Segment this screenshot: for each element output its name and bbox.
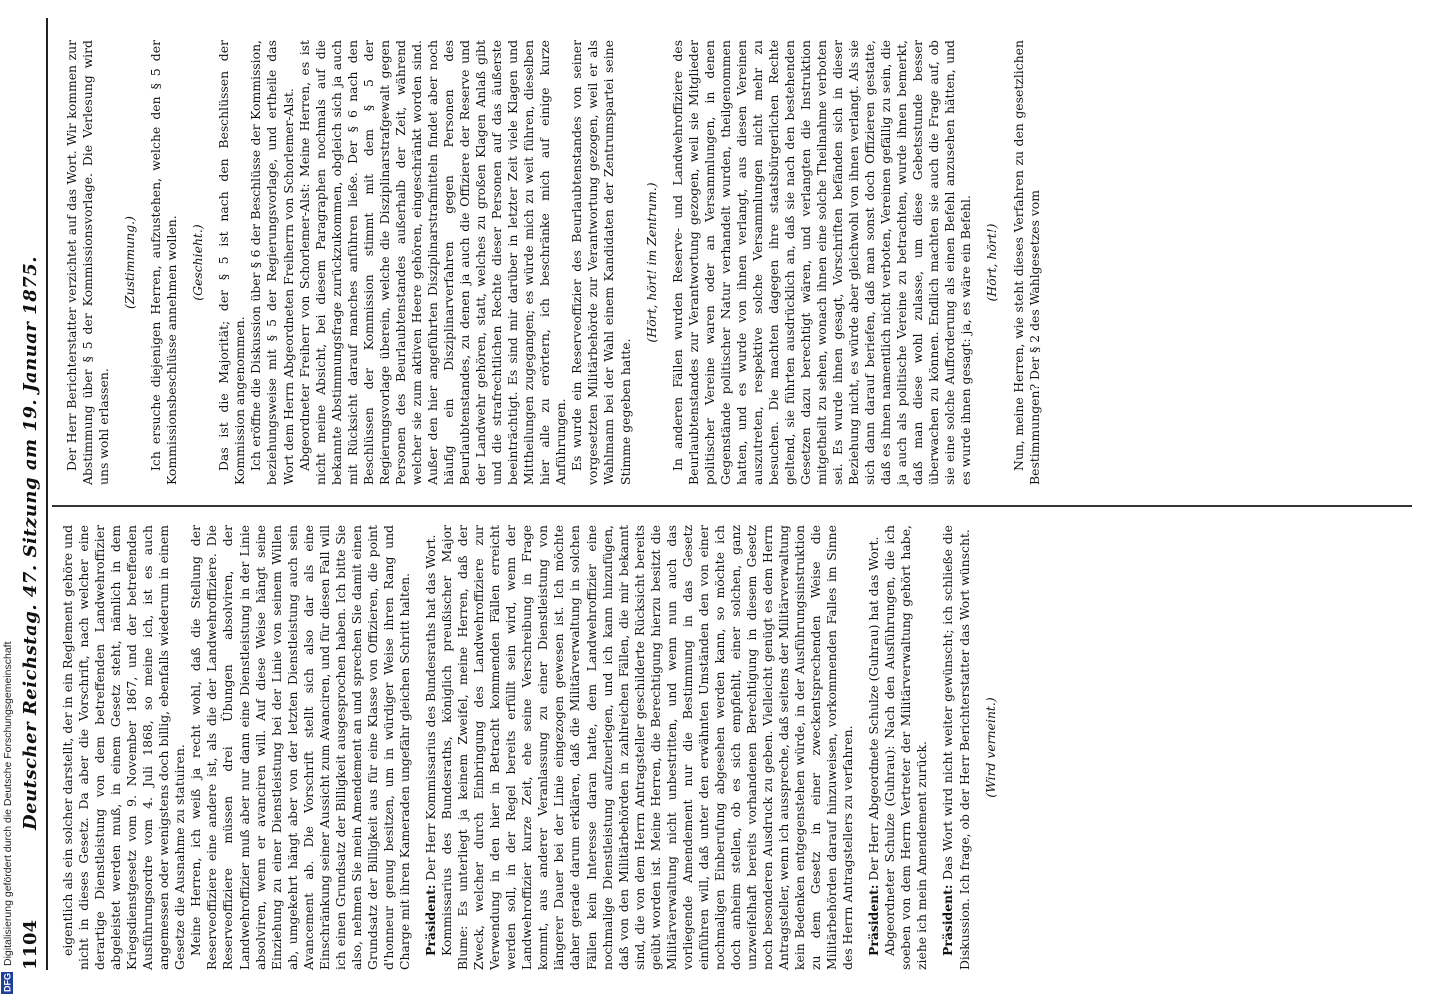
- paragraph: eigentlich als ein solcher darstellt, der in ein Reglement gehöre und nicht in dieses Gesetz. Da aber die Vorschrift, nach welcher eine derartige Dienstleistung von dem betreffenden Landwehroffizier abgeleistet werden muß, in einem Gesetz steht, nämlich in dem Kriegsdienstgesetz vom 9. November 1867, und der betreffenden Ausführungsordre vom 4. Juli 1868, so meine ich, ist es auch angemessen oder wenigstens doch billig, ebenfalls wiederum in einem Gesetze die Ausnahme zu statuiren.: [60, 525, 188, 970]
- digitization-note: Digitalisierung gefördert durch die Deutsche Forschungsgemeinschaft: [2, 641, 14, 966]
- paragraph: Der Herr Berichterstatter verzichtet auf das Wort. Wir kommen zur Abstimmung über § 5 der Kommissionsvorlage. Die Verlesung wird uns wohl erlassen.: [64, 40, 112, 485]
- paragraph: Das ist die Majorität; der § 5 ist nach den Beschlüssen der Kommission angenommen.: [216, 40, 248, 485]
- paragraph: Ich eröffne die Diskussion über § 6 der Beschlüsse der Kommission, beziehungsweise mit § 5 der Regierungsvorlage, und ertheile das Wort dem Herrn Abgeordneten Freiherrn von Schorlemer-Alst.: [248, 40, 296, 485]
- paragraph: Abgeordneter Schulze (Guhrau): Nach den Ausführungen, die ich soeben von dem Herrn Vertreter der Militärverwaltung gehört habe, ziehe ich mein Amendement zurück.: [882, 525, 930, 970]
- page-number: 1104: [20, 919, 41, 970]
- speaker-label: Präsident:: [866, 884, 882, 956]
- speaker-paragraph: [423, 525, 439, 970]
- paragraph: Ich ersuche diejenigen Herren, aufzustehen, welche den § 5 der Kommissionsbeschlüsse annehmen wollen.: [148, 40, 180, 485]
- paragraph: Kommissarius des Bundesraths, königlich preußischer Major Blume: Es unterliegt ja keinem Zweifel, meine Herren, daß der Zweck, welcher durch Einbringung des Landwehroffiziere zur Verwendung in den hier in Betracht kommenden Fällen erreicht werden soll, in der Regel bereits erfüllt sein wird, wenn der Landwehroffizier kurze Zeit, ehe seine Verschreibung in Frage kommt, aus anderer Veranlassung zu einer Dienstleistung von längerer Dauer bei der Linie eingezogen gewesen ist. Ich möchte daher gerade darum erklären, daß die Militärverwaltung in solchen Fällen kein Interesse daran hatte, dem Landwehroffizier eine nochmalige Dienstleistung aufzuerlegen, und ich kann hinzufügen, daß von den Militärbehörden in zahlreichen Fällen, die mir bekannt sind, die von dem Herrn Antragsteller geschilderte Rücksicht bereits geübt worden ist. Meine Herren, die Berechtigung hierzu besitzt die Militärverwaltung nicht unbestritten, und wenn nun auch das vorliegende Amendement nur die Bestimmung in das Gesetz einführen will, daß unter den erwähnten Umständen den von einer nochmaligen Einberufung abgesehen werden kann, so möchte ich doch anheim stellen, ob es sich empfiehlt, einer solchen, ganz unzweifelhaft bereits vorhandenen Berechtigung in diesem Gesetz noch besonderen Ausdruck zu geben. Vielleicht genügt es dem Herrn Antragsteller, wenn ich ausspreche, daß seitens der Militärverwaltung kein Bedenken entgegenstehen würde, in der Ausführungsinstruktion zu dem Gesetz in einer zweckentsprechenden Weise die Militärbehörden darauf hinzuweisen, vorkommenden Falles im Sinne des Herrn Antragstellers zu verfahren.: [439, 525, 856, 970]
- paragraph: Meine Herren, ich weiß ja recht wohl, daß die Stellung der Reserveoffiziere eine andere ist, als die der Landwehroffiziere. Die Reserveoffiziere müssen drei Übungen absolviren, der Landwehroffizier muß aber nur dann eine Dienstleistung in der Linie absolviren, wenn er avanciren will. Auf diese Weise hängt seine Einziehung zu einer Dienstleistung bei der Linie von seinem Willen ab, umgekehrt hängt aber von der letzten Dienstleistung auch sein Avancement ab. Die Vorschrift stellt sich also dar als eine Einschränkung seiner Aussicht zum Avanciren, und für diesen Fall will ich einen Grundsatz der Billigkeit ausgesprochen haben. Ich bitte Sie also, nehmen Sie mein Amendement an und sprechen Sie damit einen Grundsatz der Billigkeit aus für eine Klasse von Offizieren, die point d'honneur genug besitzen, um in würdiger Weise ihren Rang und Charge mit ihren Kameraden ungefähr gleichen Schritt halten.: [188, 525, 412, 970]
- speaker-paragraph: [940, 525, 972, 970]
- digitization-footer: [0, 0, 16, 1000]
- right-column: [64, 40, 1043, 485]
- speaker-label: Präsident:: [423, 884, 439, 956]
- interjection: (Hört, hört! im Zentrum.): [643, 182, 659, 343]
- running-title: Deutscher Reichstag. 47. Sitzung am 19. Januar 1875.: [20, 255, 41, 830]
- interjection: (Zustimmung.): [122, 216, 138, 309]
- column-rule: [52, 505, 1412, 507]
- paragraph: Abgeordneter Freiherr von Schorlemer-Alst: Meine Herren, es ist nicht meine Absicht, bei diesem Paragraphen nochmals auf die bekannte Abstimmungsfrage zurückzukommen, obgleich sich ja auch mit Rücksicht darauf manches anführen ließe. Der § 6 nach den Beschlüssen der Kommission stimmt mit dem § 5 der Regierungsvorlage überein, welche die Disziplinarstrafgewalt gegen Personen des Beurlaubtenstandes außerhalb der Zeit, während welcher sie zum aktiven Heere gehören, eingeschränkt worden sind. Außer den hier angeführten Disziplinarstrafmitteln findet aber noch häufig ein Disziplinarverfahren gegen Personen des Beurlaubtenstandes, zu denen ja auch die Offiziere der Reserve und der Landwehr gehören, statt, welches zu großen Klagen Anlaß gibt und die strafrechtlichen Rechte dieser Personen auf das äußerste beeinträchtigt. Es sind mir darüber in letzter Zeit viele Klagen und Mittheilungen zugegangen; es würde mich zu weit führen, dieselben hier alle zu erörtern, ich beschränke mich auf einige kurze Anführungen.: [296, 40, 569, 485]
- page-header: [20, 18, 48, 970]
- speech-text: Das Wort wird nicht weiter gewünscht; ich schließe die Diskussion. Ich frage, ob der Herr Berichterstatter das Wort wünscht.: [940, 525, 972, 970]
- paragraph: In anderen Fällen wurden Reserve- und Landwehroffiziere des Beurlaubtenstandes zur Verantwortung gezogen, weil sie Mitglieder politischer Vereine waren oder an Versammlungen, in denen Gegenstände politischer Natur verhandelt wurden, theilgenommen hatten, und es wurde von ihnen verlangt, aus diesen Vereinen auszutreten, respektive solche Versammlungen nicht mehr zu besuchen. Die machten dagegen ihre staatsbürgerlichen Rechte geltend, sie führten ausdrücklich an, daß sie nach den bestehenden Gesetzen dazu berechtigt wären, und verlangten die Instruktion mitgetheilt zu sehen, wonach ihnen eine solche Theilnahme verboten sei. Es wurde ihnen gesagt, Vorschriften befänden sich in dieser Beziehung nicht, es würde aber gleichwohl von ihnen verlangt. Als sie sich dann darauf beriefen, daß man sonst doch Offizieren gestatte, daß es ihnen namentlich nicht verboten, Vereinen gefällig zu sein, die ja auch als politische Vereine zu betrachten, wurde ihnen bemerkt, daß man diese wohl zulasse, um diese Gebetsstunde besser überwachen zu können. Endlich machten sie auch die Frage auf, ob sie eine solche Aufforderung als einen Befehl anzusehen hätten, und es wurde ihnen gesagt: ja, es wäre ein Befehl.: [669, 40, 974, 485]
- speaker-paragraph: [866, 525, 882, 970]
- speech-text: Der Herr Kommissarius des Bundesraths hat das Wort.: [423, 534, 439, 881]
- dfg-logo-text: DFG: [2, 973, 13, 992]
- speech-text: Der Herr Abgeordnete Schulze (Guhrau) hat das Wort.: [866, 536, 882, 881]
- interjection: (Hört, hört!): [984, 223, 1000, 302]
- speaker-label: Präsident:: [940, 884, 956, 956]
- paragraph: Es wurde ein Reserveoffizier des Beurlaubtenstandes von seiner vorgesetzten Militärbehörde zur Verantwortung gezogen, weil er als Wahlmann bei der Wahl einem Kandidaten der Zentrumspartei seine Stimme gegeben hatte.: [569, 40, 633, 485]
- interjection: (Geschieht.): [190, 224, 206, 301]
- left-column: [60, 525, 1009, 970]
- interjection: (Wird verneint.): [982, 697, 998, 798]
- paragraph: Nun, meine Herren, wie steht dieses Verfahren zu den gesetzlichen Bestimmungen? Der § 2 des Wahlgesetzes vom: [1010, 40, 1042, 485]
